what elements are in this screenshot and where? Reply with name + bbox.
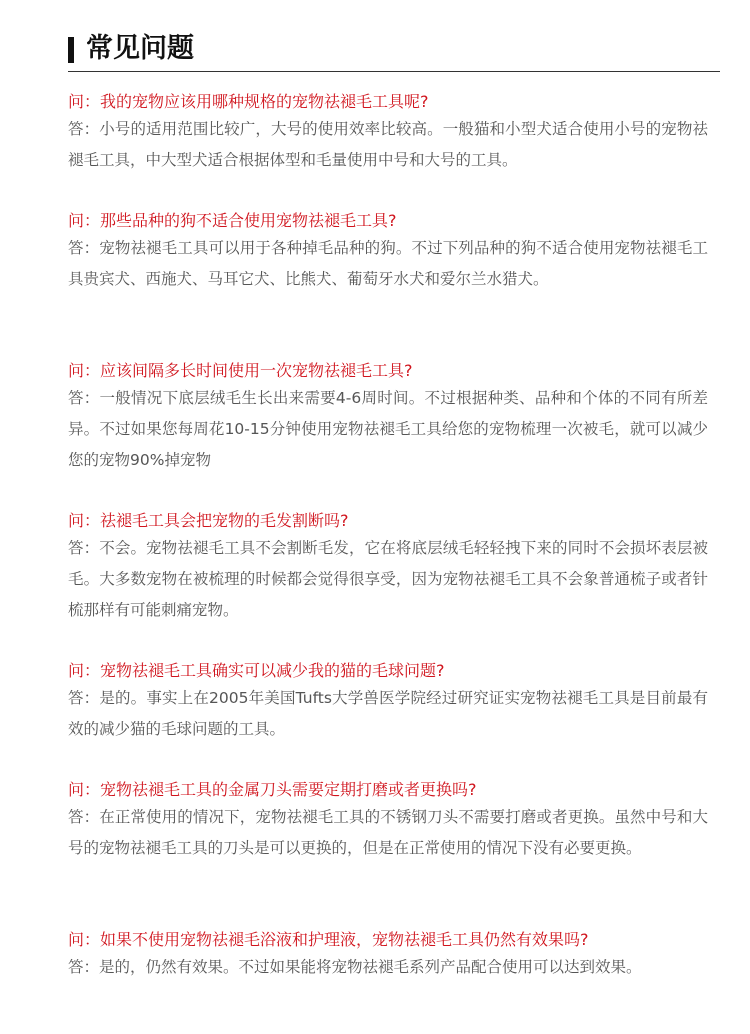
faq-answer: 答：在正常使用的情况下，宠物祛褪毛工具的不锈钢刀头不需要打磨或者更换。虽然中号和大号的宠物祛褪毛工具的刀头是可以更换的，但是在正常使用的情况下没有必要更换。 [68, 808, 708, 857]
faq-item-3 [68, 361, 708, 476]
page-title: 常见问题 [86, 33, 194, 64]
faq-question: 问：祛褪毛工具会把宠物的毛发割断吗? [68, 511, 349, 530]
faq-question: 问：我的宠物应该用哪种规格的宠物祛褪毛工具呢? [68, 92, 429, 111]
faq-item-2 [68, 211, 708, 295]
faq-answer: 答：一般情况下底层绒毛生长出来需要4-6周时间。不过根据种类、品种和个体的不同有所差异。不过如果您每周花10-15分钟使用宠物祛褪毛工具给您的宠物梳理一次被毛，就可以减少您的宠物90%掉宠物 [68, 389, 708, 469]
faq-answer: 答：是的，仍然有效果。不过如果能将宠物祛褪毛系列产品配合使用可以达到效果。 [68, 958, 642, 976]
title-accent-bar [68, 37, 74, 63]
faq-answer: 答：小号的适用范围比较广，大号的使用效率比较高。一般猫和小型犬适合使用小号的宠物祛褪毛工具，中大型犬适合根据体型和毛量使用中号和大号的工具。 [68, 120, 708, 169]
faq-answer: 答：是的。事实上在2005年美国Tufts大学兽医学院经过研究证实宠物祛褪毛工具是目前最有效的减少猫的毛球问题的工具。 [68, 689, 708, 738]
faq-item-6 [68, 780, 708, 864]
faq-question: 问：应该间隔多长时间使用一次宠物祛褪毛工具? [68, 361, 413, 380]
faq-item-4 [68, 511, 708, 626]
faq-answer: 答：不会。宠物祛褪毛工具不会割断毛发，它在将底层绒毛轻轻拽下来的同时不会损坏表层被毛。大多数宠物在被梳理的时候都会觉得很享受，因为宠物祛褪毛工具不会象普通梳子或者针梳那样有可能刺痛宠物。 [68, 539, 708, 619]
faq-item-1 [68, 92, 708, 176]
faq-question: 问：宠物祛褪毛工具确实可以减少我的猫的毛球问题? [68, 661, 445, 680]
faq-item-5 [68, 661, 708, 745]
faq-question: 问：那些品种的狗不适合使用宠物祛褪毛工具? [68, 211, 397, 230]
faq-question: 问：如果不使用宠物祛褪毛浴液和护理液，宠物祛褪毛工具仍然有效果吗? [68, 930, 589, 949]
section-header [68, 31, 720, 72]
faq-question: 问：宠物祛褪毛工具的金属刀头需要定期打磨或者更换吗? [68, 780, 477, 799]
faq-item-7 [68, 930, 708, 983]
faq-answer: 答：宠物祛褪毛工具可以用于各种掉毛品种的狗。不过下列品种的狗不适合使用宠物祛褪毛工具贵宾犬、西施犬、马耳它犬、比熊犬、葡萄牙水犬和爱尔兰水猎犬。 [68, 239, 708, 288]
